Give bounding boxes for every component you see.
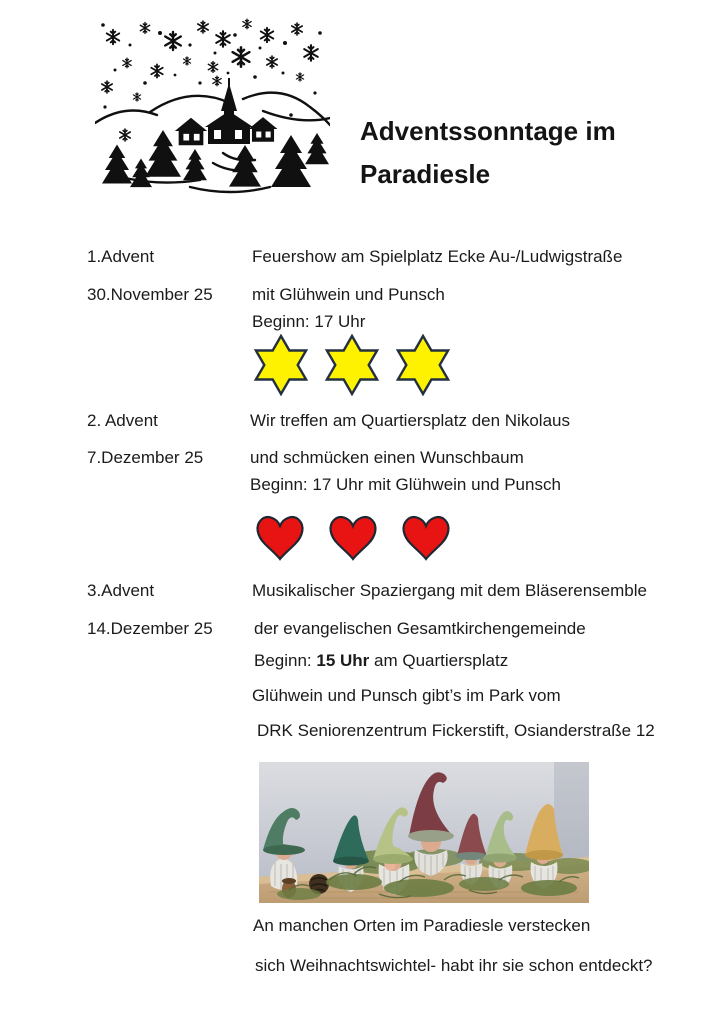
hearts-separator bbox=[255, 513, 451, 565]
event3-description-line2: der evangelischen Gesamtkirchengemeinde bbox=[254, 619, 586, 638]
event3-date-advent: 3.Advent bbox=[87, 581, 155, 600]
winter-village-illustration bbox=[95, 15, 330, 195]
event3-description-line3: Beginn: 15 Uhr am Quartiersplatz bbox=[254, 651, 509, 670]
event2-date-advent: 2. Advent bbox=[87, 411, 158, 430]
page-title-line2: Paradiesle bbox=[360, 159, 491, 189]
snowflake-icon bbox=[107, 30, 119, 44]
footer-line1: An manchen Orten im Paradiesle verstecken bbox=[253, 916, 591, 935]
event2-description-line3: Beginn: 17 Uhr mit Glühwein und Punsch bbox=[250, 475, 561, 494]
page-title-line1: Adventssonntage im bbox=[360, 116, 616, 146]
star-icon bbox=[324, 334, 380, 396]
star-icon bbox=[253, 334, 309, 396]
event1-date-day: 30.November 25 bbox=[87, 285, 213, 304]
weihnachtswichtel-photo bbox=[259, 762, 589, 903]
heart-icon bbox=[255, 513, 305, 565]
event3-description-line1: Musikalischer Spaziergang mit dem Bläserensemble bbox=[252, 581, 647, 600]
event3-date-day: 14.Dezember 25 bbox=[87, 619, 213, 638]
heart-icon bbox=[401, 513, 451, 565]
event1-description-line3: Beginn: 17 Uhr bbox=[252, 312, 366, 331]
event1-description-line2: mit Glühwein und Punsch bbox=[252, 285, 445, 304]
heart-icon bbox=[328, 513, 378, 565]
event2-description-line1: Wir treffen am Quartiersplatz den Nikolaus bbox=[250, 411, 570, 430]
event3-description-line4: Glühwein und Punsch gibt’s im Park vom bbox=[252, 686, 561, 705]
star-icon bbox=[395, 334, 451, 396]
page-title bbox=[360, 110, 680, 196]
event3-time-bold: 15 Uhr bbox=[316, 651, 370, 670]
event1-description-line1: Feuershow am Spielplatz Ecke Au-/Ludwigstraße bbox=[252, 247, 623, 266]
event1-date-advent: 1.Advent bbox=[87, 247, 155, 266]
footer-line2: sich Weihnachtswichtel- habt ihr sie schon entdeckt? bbox=[255, 956, 653, 975]
stars-separator bbox=[253, 334, 451, 396]
event3-description-line5: DRK Seniorenzentrum Fickerstift, Osianderstraße 12 bbox=[257, 721, 655, 740]
event2-date-day: 7.Dezember 25 bbox=[87, 448, 204, 467]
event2-description-line2: und schmücken einen Wunschbaum bbox=[250, 448, 524, 467]
